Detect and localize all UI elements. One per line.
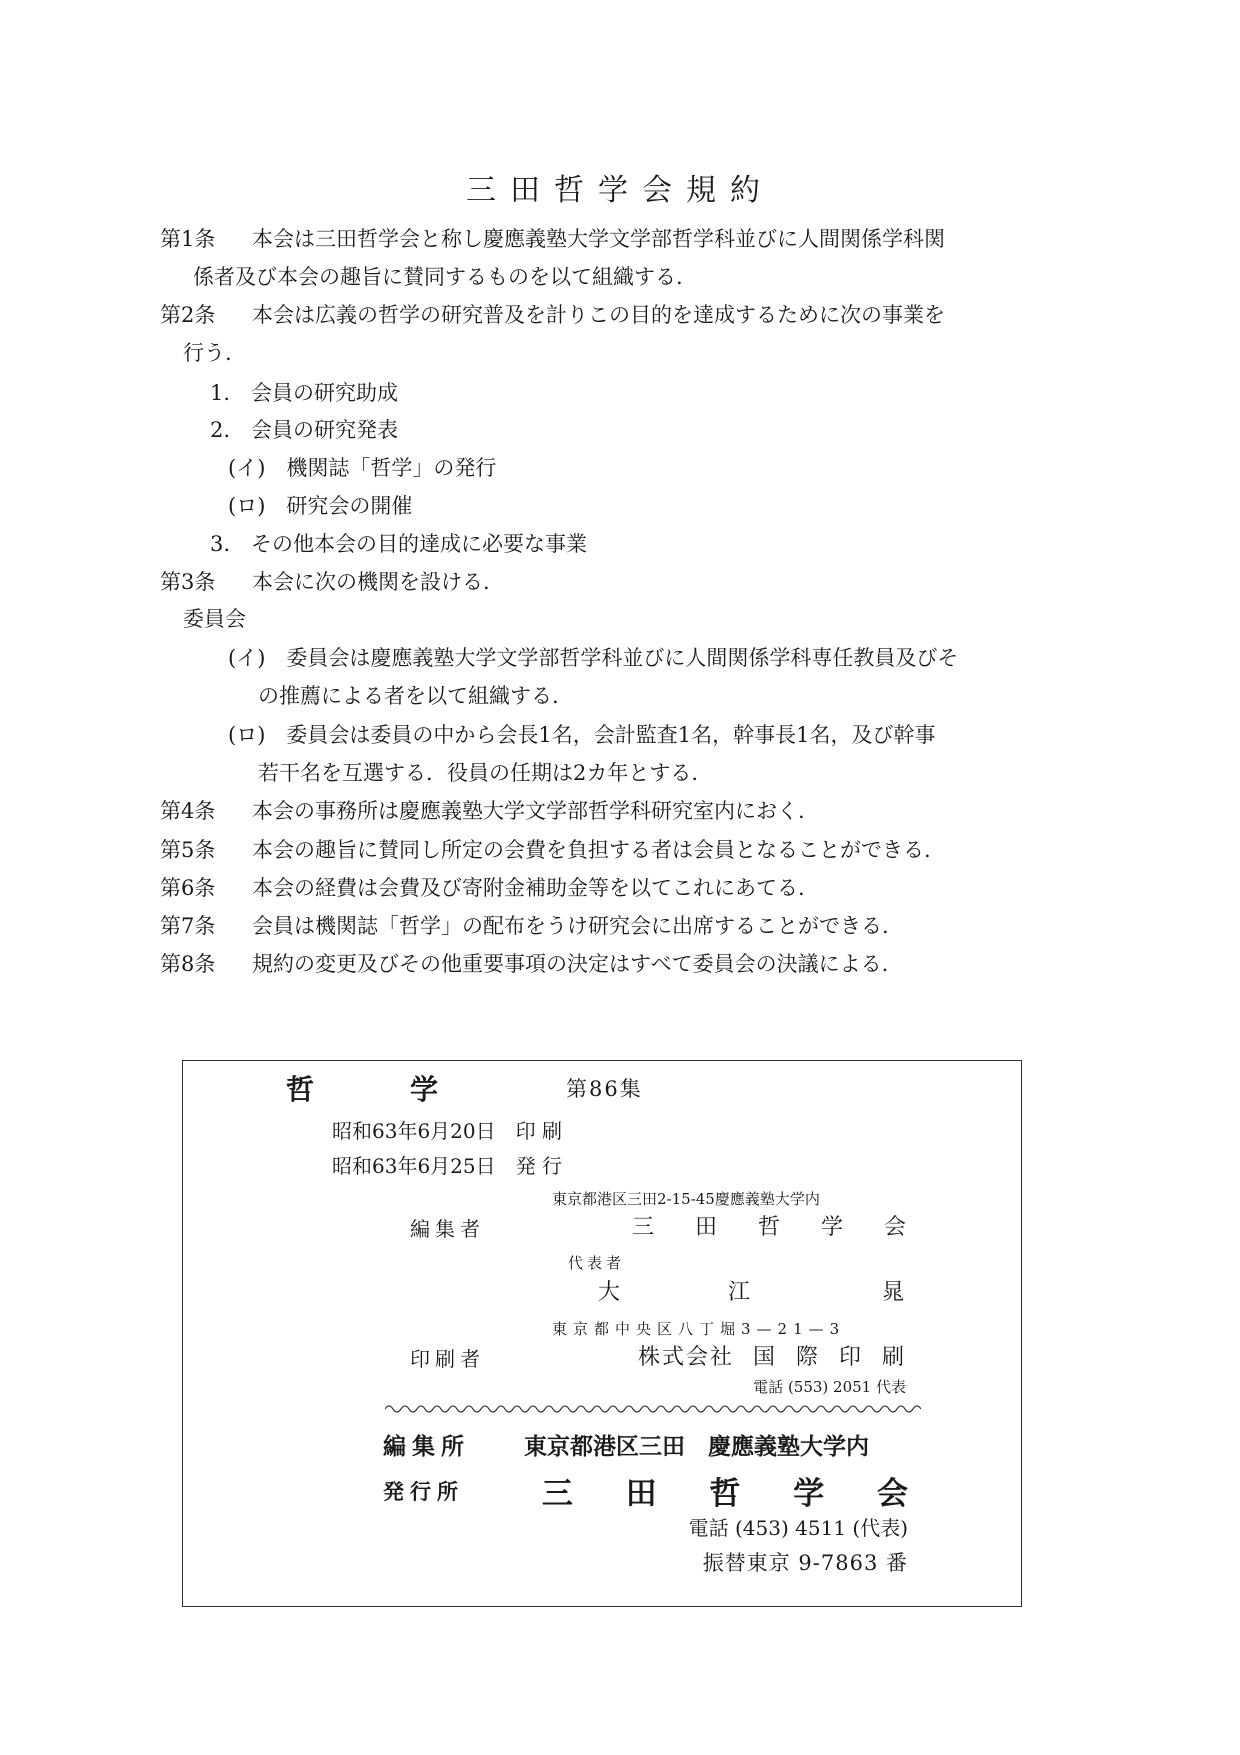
article-5-text: 本会の趣旨に賛同し所定の会費を負担する者は会員となることができる. [252, 838, 931, 862]
article-1 [160, 224, 945, 254]
office-label: 編集所 [383, 1433, 470, 1460]
journal-title-char-1: 哲 [286, 1073, 315, 1106]
article-4-label: 第4条 [160, 799, 216, 823]
list-item: (イ) 機関誌「哲学」の発行 [228, 456, 497, 480]
list-item: (ロ) 研究会の開催 [228, 494, 413, 518]
editor-name: 三 田 哲 学 会 [632, 1215, 906, 1240]
article-6 [160, 873, 805, 903]
representative-name-2: 江 [728, 1280, 751, 1305]
printer-name: 株式会社 国 際 印 刷 [638, 1345, 906, 1370]
article-7 [160, 911, 889, 941]
article-3-text: 本会に次の機関を設ける. [252, 570, 490, 594]
publisher-phone: 電話 (453) 4511 (代表) [688, 1516, 908, 1540]
article-2-text-2: 行う. [183, 341, 232, 365]
editor-address: 東京都港区三田2-15-45慶應義塾大学内 [552, 1190, 820, 1208]
issue-number: 第86集 [566, 1077, 643, 1101]
representative-name-1: 大 [598, 1280, 621, 1305]
article-1-text-2: 係者及び本会の趣旨に賛同するものを以て組織する. [193, 265, 683, 289]
article-2-label: 第2条 [160, 303, 216, 327]
article-7-text: 会員は機関誌「哲学」の配布をうけ研究会に出席することができる. [252, 914, 889, 938]
article-8 [160, 949, 888, 979]
representative-name-3: 晁 [882, 1280, 905, 1305]
article-1-text-1: 本会は三田哲学会と称し慶應義塾大学文学部哲学科並びに人間関係学科関 [252, 227, 945, 251]
representative-label: 代表者 [568, 1254, 626, 1272]
article-7-label: 第7条 [160, 914, 216, 938]
printer-label: 印刷者 [410, 1347, 485, 1371]
article-2-text-1: 本会は広義の哲学の研究普及を計りこの目的を達成するために次の事業を [252, 303, 945, 327]
page-title: 三田哲学会規約 [466, 173, 774, 208]
office-value: 東京都港区三田 慶應義塾大学内 [524, 1433, 869, 1460]
print-date: 昭和63年6月20日 印 刷 [332, 1119, 562, 1143]
wavy-divider [385, 1403, 921, 1415]
article-8-label: 第8条 [160, 952, 216, 976]
publish-date: 昭和63年6月25日 発 行 [332, 1154, 562, 1178]
article-3-item-1-line-1: (イ) 委員会は慶應義塾大学文学部哲学科並びに人間関係学科専任教員及びそ [228, 646, 959, 670]
article-3 [160, 567, 490, 597]
printer-phone: 電話 (553) 2051 代表 [753, 1378, 906, 1396]
list-item: 1. 会員の研究助成 [210, 381, 399, 405]
article-4 [160, 796, 805, 826]
article-4-text: 本会の事務所は慶應義塾大学文学部哲学科研究室内におく. [252, 799, 805, 823]
article-3-item-1-line-2: の推薦による者を以て組織する. [258, 684, 559, 708]
printer-address: 東京都中央区八丁堀3—21—3 [552, 1320, 846, 1338]
article-3-item-2-line-1: (ロ) 委員会は委員の中から会長1名，会計監査1名，幹事長1名，及び幹事 [228, 723, 936, 747]
article-3-label: 第3条 [160, 570, 216, 594]
article-6-text: 本会の経費は会費及び寄附金補助金等を以てこれにあてる. [252, 876, 805, 900]
article-8-text: 規約の変更及びその他重要事項の決定はすべて委員会の決議による. [252, 952, 889, 976]
publisher-name: 三 田 哲 学 会 [541, 1476, 908, 1512]
article-6-label: 第6条 [160, 876, 216, 900]
journal-title-char-2: 学 [410, 1073, 439, 1106]
article-5 [160, 835, 931, 865]
article-1-label: 第1条 [160, 227, 216, 251]
list-item: 3. その他本会の目的達成に必要な事業 [210, 532, 588, 556]
article-5-label: 第5条 [160, 838, 216, 862]
article-2 [160, 300, 945, 330]
editor-label: 編集者 [410, 1217, 485, 1241]
publisher-label: 発行所 [383, 1479, 464, 1504]
article-3-item-2-line-2: 若干名を互選する．役員の任期は2カ年とする. [258, 761, 699, 785]
list-item: 2. 会員の研究発表 [210, 418, 399, 442]
article-3-sub: 委員会 [183, 607, 246, 631]
transfer-account: 振替東京 9-7863 番 [702, 1551, 908, 1575]
